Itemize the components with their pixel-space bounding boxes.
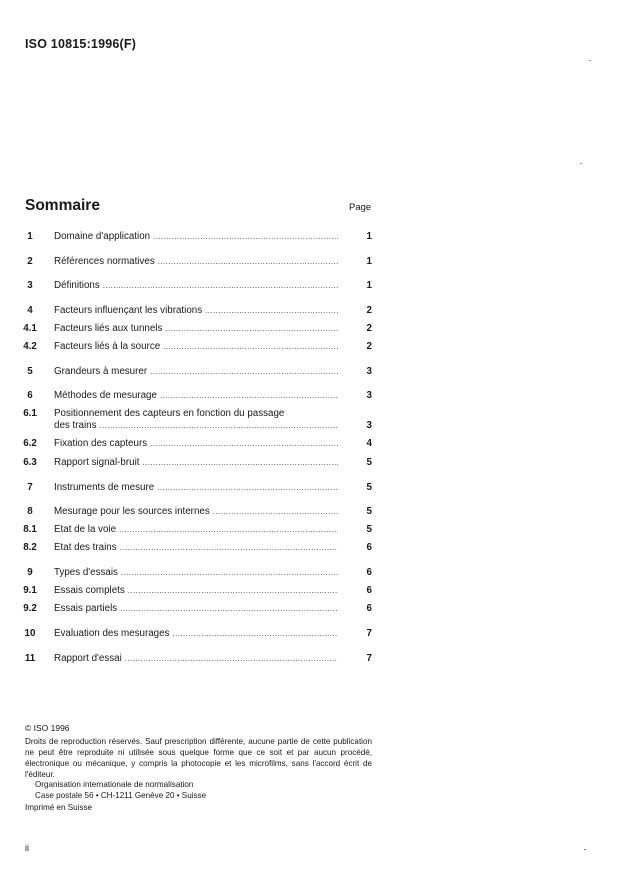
organization-name: Organisation internationale de normalisation bbox=[35, 780, 194, 789]
toc-entry-title: Mesurage pour les sources internes bbox=[54, 506, 210, 517]
toc-entry-number: 7 bbox=[27, 482, 33, 493]
printed-in: Imprimé en Suisse bbox=[25, 803, 93, 812]
dot-leader bbox=[128, 585, 338, 597]
dot-leader bbox=[103, 280, 338, 292]
toc-entry-page: 5 bbox=[366, 482, 372, 493]
toc-entry-page: 7 bbox=[366, 628, 372, 639]
toc-entry-title: Facteurs liés aux tunnels bbox=[54, 323, 163, 334]
scan-speck bbox=[589, 60, 591, 61]
toc-entry-number: 1 bbox=[27, 231, 33, 242]
toc-entry-page: 4 bbox=[366, 438, 372, 449]
dot-leader bbox=[120, 603, 338, 615]
toc-entry-title: Essais partiels bbox=[54, 603, 118, 614]
toc-entry-title: Instruments de mesure bbox=[54, 482, 155, 493]
rights-statement: Droits de reproduction réservés. Sauf prescription différente, aucune partie de cette publication ne peut être reproduite ni utilisée sous quelque forme que ce soit et par aucun procédé, électronique ou mécanique, y compris la photocopie et les microfilms, sans l'accord écrit de l'éditeur. bbox=[25, 737, 372, 779]
dot-leader bbox=[120, 542, 338, 554]
toc-entry-title: Définitions bbox=[54, 280, 100, 291]
toc-entry-number: 4.2 bbox=[23, 341, 37, 352]
toc-entry-title: Grandeurs à mesurer bbox=[54, 366, 148, 377]
toc-entry-page: 6 bbox=[366, 542, 372, 553]
dot-leader bbox=[157, 482, 338, 494]
page-number: ii bbox=[25, 843, 29, 853]
toc-entry-number: 11 bbox=[24, 653, 36, 664]
dot-leader bbox=[160, 390, 338, 402]
toc-entry-number: 8.1 bbox=[23, 524, 37, 535]
toc-entry-page: 6 bbox=[366, 603, 372, 614]
toc-entry-number: 3 bbox=[27, 280, 33, 291]
dot-leader bbox=[213, 506, 338, 518]
toc-entry-title: Évaluation des mesurages bbox=[54, 628, 170, 639]
toc-entry-page: 5 bbox=[366, 524, 372, 535]
toc-entry-title: État des trains bbox=[54, 542, 117, 553]
toc-entry-number: 10 bbox=[24, 628, 36, 639]
dot-leader bbox=[153, 231, 338, 243]
toc-entry-title: Rapport d'essai bbox=[54, 653, 122, 664]
toc-entry-title: Facteurs liés à la source bbox=[54, 341, 161, 352]
dot-leader bbox=[172, 628, 338, 640]
toc-entry-title: Types d'essais bbox=[54, 567, 118, 578]
toc-entry-page: 3 bbox=[366, 390, 372, 401]
dot-leader bbox=[158, 256, 338, 268]
toc-entry-page: 1 bbox=[366, 231, 372, 242]
dot-leader bbox=[119, 524, 338, 536]
toc-entry-title: Essais complets bbox=[54, 585, 125, 596]
dot-leader bbox=[143, 457, 339, 469]
page-column-label: Page bbox=[349, 202, 372, 213]
toc-entry-title: Positionnement des capteurs en fonction du passage bbox=[54, 408, 285, 419]
toc-entry-title: Méthodes de mesurage bbox=[54, 390, 157, 401]
toc-entry-page: 1 bbox=[366, 256, 372, 267]
publisher-address bbox=[35, 780, 206, 801]
toc-entry-number: 5 bbox=[27, 366, 33, 377]
postal-address: Case postale 56 • CH-1211 Genève 20 • Suisse bbox=[35, 790, 207, 800]
dot-leader bbox=[163, 341, 338, 353]
toc-entry-number: 6.3 bbox=[23, 457, 37, 468]
toc-entry-page: 7 bbox=[366, 653, 372, 664]
dot-leader bbox=[125, 653, 338, 665]
scan-speck bbox=[580, 163, 582, 164]
toc-entry-number: 6.1 bbox=[23, 408, 37, 419]
toc-entry-number: 6.2 bbox=[23, 438, 37, 449]
toc-entry-number: 9.2 bbox=[23, 603, 37, 614]
toc-entry-title: Références normatives bbox=[54, 256, 155, 267]
toc-entry-page: 3 bbox=[366, 420, 372, 431]
dot-leader bbox=[150, 366, 338, 378]
copyright-notice: © ISO 1996 bbox=[25, 723, 70, 733]
toc-entry-number: 8 bbox=[27, 506, 33, 517]
toc-entry-title-continuation: des trains bbox=[54, 420, 97, 431]
toc-entry-page: 3 bbox=[366, 366, 372, 377]
toc-entry-number: 4 bbox=[27, 305, 33, 316]
toc-entry-number: 4.1 bbox=[23, 323, 37, 334]
toc-entry-title: Rapport signal-bruit bbox=[54, 457, 140, 468]
toc-entry-page: 5 bbox=[366, 457, 372, 468]
toc-entry-title: Facteurs influençant les vibrations bbox=[54, 305, 203, 316]
document-code: ISO 10815:1996(F) bbox=[25, 37, 137, 51]
toc-title: Sommaire bbox=[25, 197, 100, 214]
toc-entry-number: 8.2 bbox=[23, 542, 37, 553]
toc-entry-page: 6 bbox=[366, 567, 372, 578]
dot-leader bbox=[121, 567, 338, 579]
toc-entry-page: 2 bbox=[366, 341, 372, 352]
dot-leader bbox=[205, 305, 338, 317]
toc-entry-title: Fixation des capteurs bbox=[54, 438, 148, 449]
toc-entry-number: 2 bbox=[27, 256, 33, 267]
toc-entry-page: 1 bbox=[366, 280, 372, 291]
toc-entry-page: 2 bbox=[366, 323, 372, 334]
toc-entry-number: 9.1 bbox=[23, 585, 37, 596]
dot-leader bbox=[165, 323, 338, 335]
toc-entry-page: 2 bbox=[366, 305, 372, 316]
toc-entry-page: 6 bbox=[366, 585, 372, 596]
scan-speck bbox=[584, 849, 586, 850]
toc-entry-number: 6 bbox=[27, 390, 33, 401]
dot-leader bbox=[99, 420, 338, 432]
dot-leader bbox=[150, 438, 338, 450]
toc-entry-title: État de la voie bbox=[54, 524, 117, 535]
toc-entry-number: 9 bbox=[27, 567, 33, 578]
toc-entry-title: Domaine d'application bbox=[54, 231, 151, 242]
toc-entry-page: 5 bbox=[366, 506, 372, 517]
